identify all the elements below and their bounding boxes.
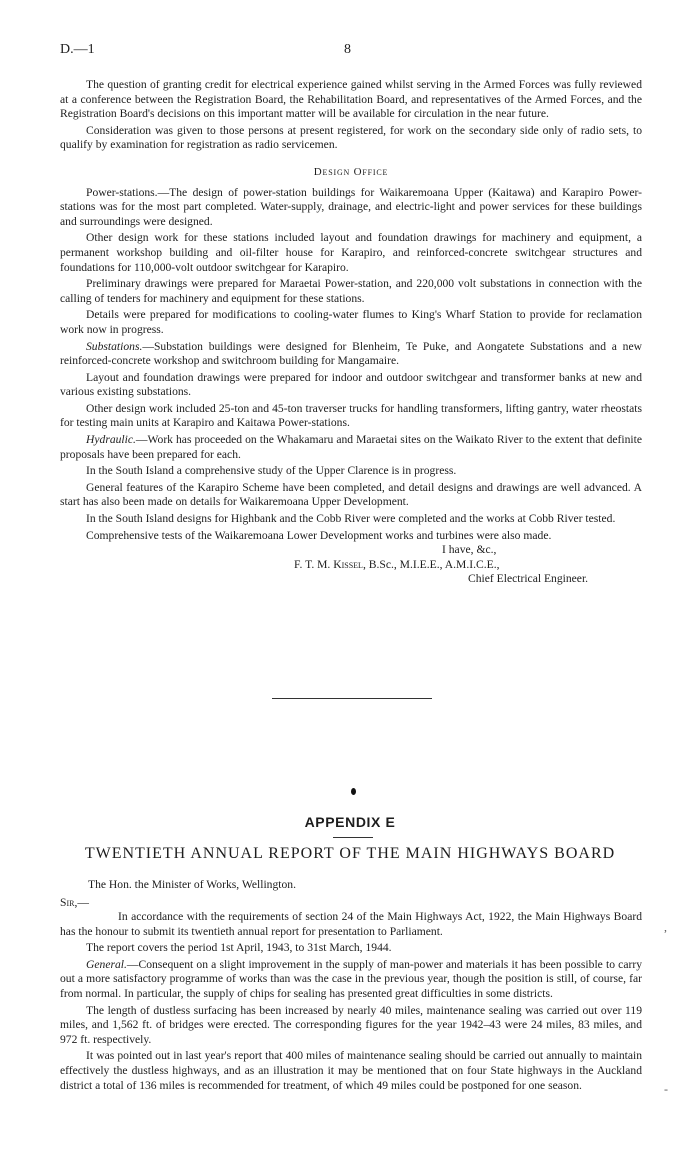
paragraph-text: —The design of power-station buildings for Waikaremoana Upper (Kaitawa) and Karapiro Power-stations was for the most part completed. Water-supply, drainage, and electric-light and power services for these buildings and surroundings were designed.: [60, 185, 642, 228]
report-body-upper: [60, 78, 642, 587]
paragraph-text: —Substation buildings were designed for Blenheim, Te Puke, and Aongatete Substations and a new reinforced-concrete workshop and switchroom building for Mangamaire.: [60, 339, 642, 368]
signatory-qualifications: , B.Sc., M.I.E.E., A.M.I.C.E.,: [362, 557, 500, 571]
paragraph: Details were prepared for modifications to cooling-water flumes to King's Wharf Station to provide for reclamation work now in progress.: [60, 308, 642, 336]
paragraph-substations: [60, 340, 642, 369]
paragraph-power-stations: [60, 186, 642, 230]
paragraph-hydraulic: [60, 433, 642, 462]
running-head: [60, 42, 640, 60]
section-divider: [272, 698, 432, 699]
margin-mark: -: [664, 1082, 668, 1096]
addressee: The Hon. the Minister of Works, Wellington.: [88, 878, 296, 891]
paragraph-general: [60, 958, 642, 1002]
page-number: 8: [344, 42, 351, 57]
signature-name-line: [60, 558, 642, 573]
appendix-label: APPENDIX E: [304, 814, 396, 830]
paragraph: In the South Island designs for Highbank and the Cobb River were completed and the works at Cobb River tested.: [86, 512, 616, 526]
paragraph-lead: Hydraulic.: [86, 433, 136, 447]
document-reference: D.—1: [60, 42, 95, 57]
print-mark: [351, 788, 356, 795]
paragraph: Preliminary drawings were prepared for Maraetai Power-station, and 220,000 volt substations in connection with the calling of tenders for machinery and equipment for these stations.: [60, 277, 642, 305]
signature-closing: I have, &c.,: [442, 543, 497, 557]
paragraph: Consideration was given to those persons at present registered, for work on the secondary side only of radio sets, to qualify by examination for registration as radio servicemen.: [60, 123, 642, 152]
signatory-title: Chief Electrical Engineer.: [468, 572, 589, 586]
paragraph-text: —Work has proceeded on the Whakamaru and Maraetai sites on the Waikato River to the extent that definite proposals have been prepared for each.: [60, 433, 642, 461]
appendix-rule: [333, 837, 373, 838]
paragraph-lead: Power-stations.: [86, 185, 158, 199]
salutation: Sir,—: [60, 896, 89, 909]
paragraph-lead: General.: [86, 957, 127, 971]
paragraph: It was pointed out in last year's report that 400 miles of maintenance sealing should be carried out annually to maintain effectively the dustless highways, and as an illustration it may be mentioned that on four State highways in the Auckland district a total of 136 miles is recommended for treatment, of which 49 miles could be postponed for one season.: [60, 1049, 642, 1092]
paragraph: Layout and foundation drawings were prepared for indoor and outdoor switchgear and transformer banks at new and various existing substations.: [60, 370, 642, 399]
paragraph: The report covers the period 1st April, 1943, to 31st March, 1944.: [86, 941, 392, 955]
paragraph: General features of the Karapiro Scheme have been completed, and detail designs and drawings are well advanced. A start has also been made on details for Waikaremoana Upper Development.: [60, 480, 642, 509]
report-title: TWENTIETH ANNUAL REPORT OF THE MAIN HIGHWAYS BOARD: [84, 845, 616, 862]
paragraph: The question of granting credit for electrical experience gained whilst serving in the Armed Forces was fully reviewed at a conference between the Registration Board, the Rehabilitation Board, and representatives of the Armed Forces, and the Registration Board's decisions on this important matter will be available for circulation in the near future.: [60, 78, 642, 121]
margin-mark: ,: [664, 920, 667, 934]
report-body-lower: [60, 910, 642, 1093]
paragraph: In accordance with the requirements of section 24 of the Main Highways Act, 1922, the Main Highways Board has the honour to submit its twentieth annual report for presentation to Parliament.: [60, 910, 642, 938]
paragraph: Comprehensive tests of the Waikaremoana Lower Development works and turbines were also made.: [86, 528, 552, 542]
paragraph: The length of dustless surfacing has been increased by nearly 40 miles, maintenance sealing was carried out over 119 miles, and 1,562 ft. of bridges were erected. The corresponding figures for the year 1942–43 were 24 miles, 83 miles, and 972 ft. respectively.: [60, 1003, 642, 1046]
paragraph: Other design work included 25-ton and 45-ton traverser trucks for handling transformers, lifting gantry, water rheostats for testing main units at Karapiro and Kaitawa Power-stations.: [60, 401, 642, 430]
paragraph-lead: Substations.: [86, 339, 143, 353]
signature-block: [60, 543, 642, 587]
section-heading-design-office: Design Office: [313, 165, 389, 178]
paragraph: In the South Island a comprehensive study of the Upper Clarence is in progress.: [86, 464, 457, 478]
paragraph-text: —Consequent on a slight improvement in the supply of man-power and materials it has been possible to carry out a more satisfactory programme of works than was the case in the previous year, though the position is still, of course, far from normal. In particular, the supply of chips for sealing has presented great difficulties in some districts.: [60, 957, 642, 1000]
signatory-name: F. T. M. Kissel: [294, 557, 363, 571]
paragraph: Other design work for these stations included layout and foundation drawings for machinery and equipment, a permanent workshop building and oil-filter house for Karapiro, and reinforced-concrete switchgear structures and foundations for 110,000-volt outdoor switchgear for Karapiro.: [60, 231, 642, 274]
